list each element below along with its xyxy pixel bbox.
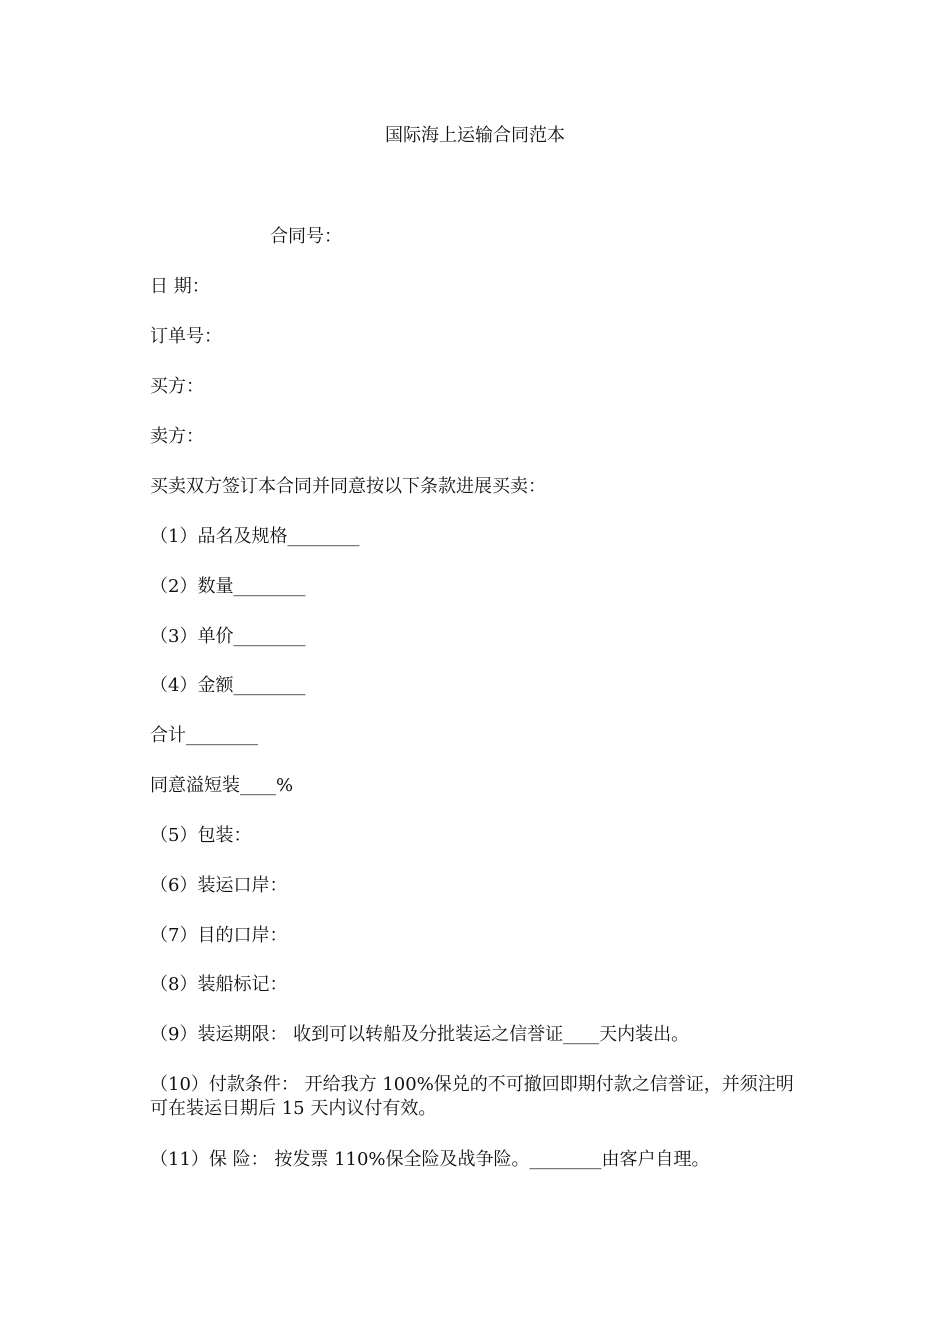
clause-6-loading-port: （6）装运口岸： [150,875,288,896]
document-title: 国际海上运输合同范本 [385,125,565,146]
buyer-line: 买方： [150,376,204,397]
order-number-line: 订单号： [150,326,222,347]
contract-number-line: 合同号： [270,226,342,247]
clause-8-shipping-marks: （8）装船标记： [150,974,288,995]
clause-4-amount: （4）金额________ [150,675,306,696]
overshort-shipment-line: 同意溢短装____% [150,775,294,796]
total-line: 合计________ [150,725,258,746]
clause-9-shipment-period: （9）装运期限： 收到可以转船及分批装运之信誉证____天内装出。 [150,1024,690,1045]
clause-10-payment-terms: （10）付款条件： 开给我方 100%保兑的不可撤回即期付款之信誉证，并须注明可在装运日期后 15 天内议付有效。 [150,1074,794,1119]
date-line: 日 期： [150,276,210,297]
clause-5-packing: （5）包装： [150,825,252,846]
clause-1-goods-spec: （1）品名及规格________ [150,526,360,547]
clause-7-destination-port: （7）目的口岸： [150,925,288,946]
agreement-intro: 买卖双方签订本合同并同意按以下条款进展买卖： [150,476,546,497]
clause-11-insurance: （11）保 险： 按发票 110%保全险及战争险。________由客户自理。 [150,1149,710,1170]
seller-line: 卖方： [150,426,204,447]
clause-2-quantity: （2）数量________ [150,576,306,597]
clause-3-unit-price: （3）单价________ [150,626,306,647]
